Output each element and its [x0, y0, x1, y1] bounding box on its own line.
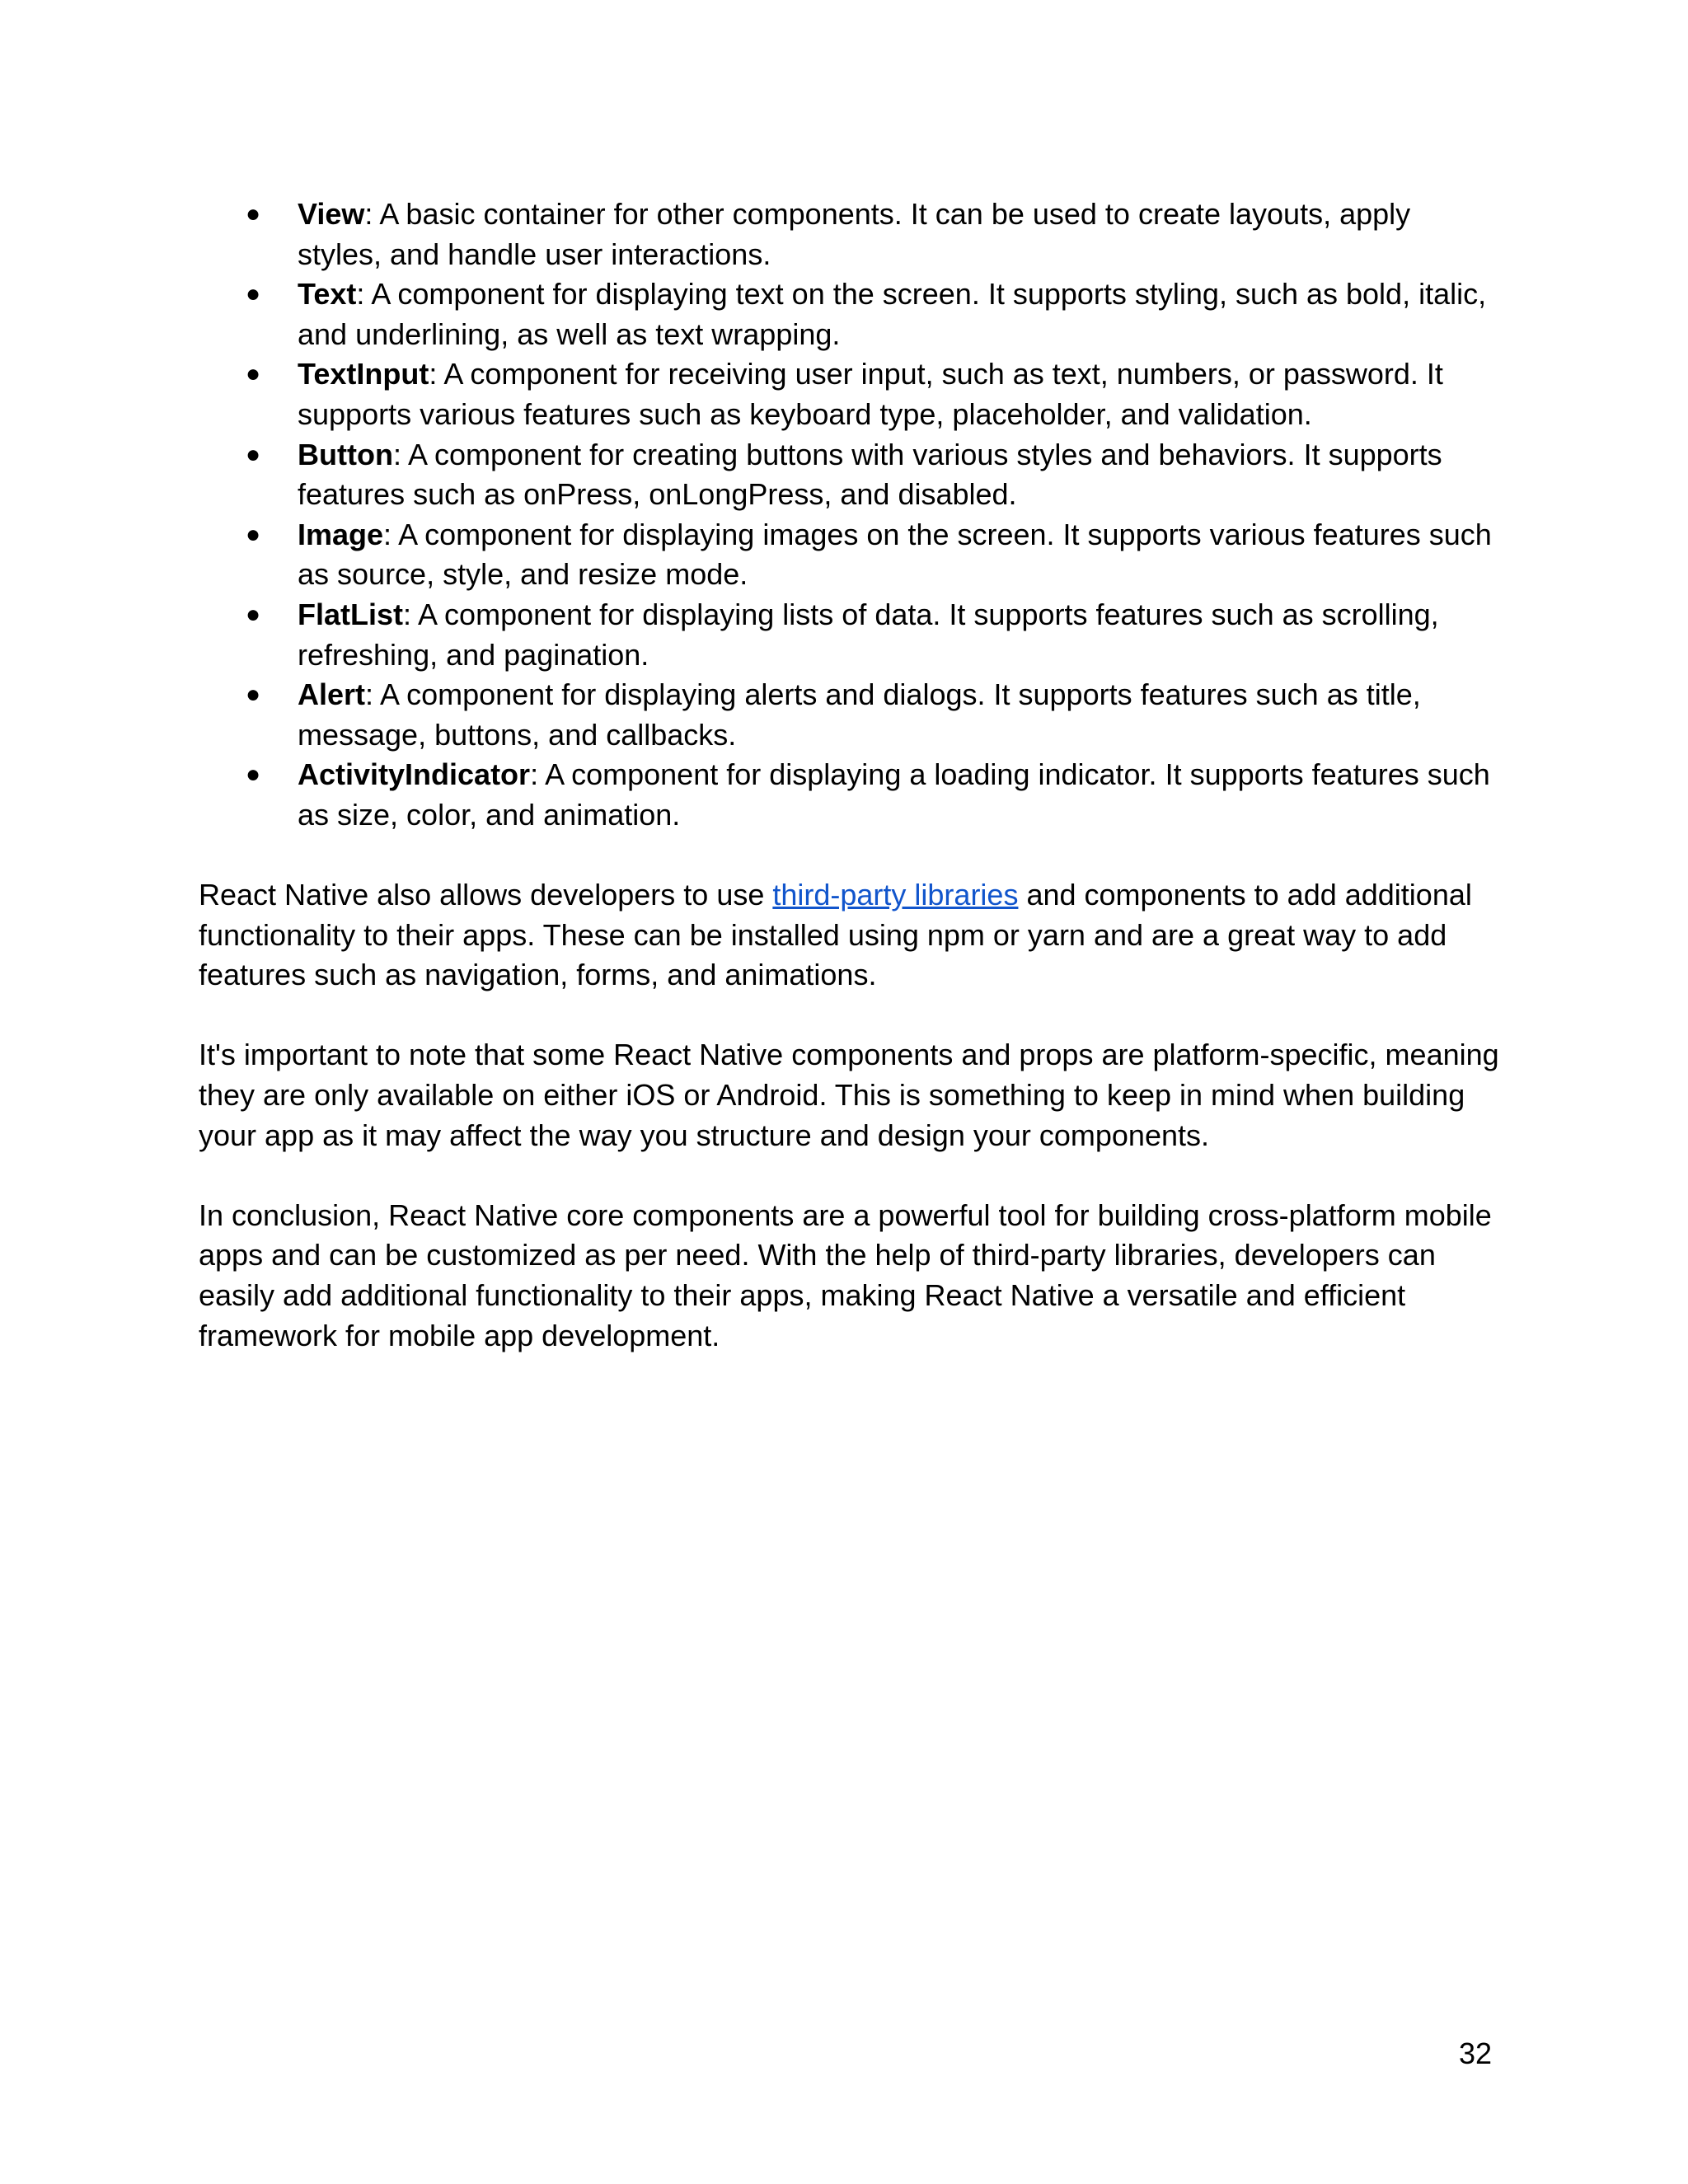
list-item-flatlist [199, 595, 1501, 675]
description-image: : A component for displaying images on the screen. It supports various features such as source, style, and resize mode. [298, 517, 1492, 592]
description-button: : A component for creating buttons with various styles and behaviors. It supports features such as onPress, onLongPress, and disabled. [298, 437, 1442, 512]
page-number: 32 [1458, 2036, 1492, 2070]
term-image: Image [298, 517, 384, 551]
description-alert: : A component for displaying alerts and dialogs. It supports features such as title, message, buttons, and callbacks. [298, 677, 1421, 752]
bullet-icon: ● [246, 681, 261, 709]
list-item-button [199, 435, 1501, 515]
paragraph-conclusion: In conclusion, React Native core components are a powerful tool for building cross-platform mobile apps and can be customized as per need. With the help of third-party libraries, developers can easily add additional functionality to their apps, making React Native a versatile and efficient framework for mobile app development. [199, 1197, 1492, 1352]
description-text: : A component for displaying text on the screen. It supports styling, such as bold, italic, and underlining, as well as text wrapping. [298, 277, 1487, 351]
bullet-icon: ● [246, 360, 261, 388]
list-item-view [199, 194, 1501, 274]
term-view: View [298, 197, 365, 231]
list-item-activityindicator [199, 755, 1501, 835]
page-content [199, 194, 1501, 1356]
term-button: Button [298, 437, 393, 471]
description-flatlist: : A component for displaying lists of data. It supports features such as scrolling, refreshing, and pagination. [298, 597, 1439, 672]
term-text: Text [298, 277, 357, 312]
paragraph-third-party-intro: React Native also allows developers to use [199, 878, 773, 912]
term-flatlist: FlatList [298, 597, 404, 631]
bullet-icon: ● [246, 280, 261, 308]
term-textinput: TextInput [298, 357, 429, 391]
list-item-textinput [199, 354, 1501, 434]
bullet-icon: ● [246, 761, 261, 789]
list-item-text [199, 274, 1501, 354]
paragraph-third-party-rest: and components to add additional functionality to their apps. These can be installed using npm or yarn and are a great way to add features such as navigation, forms, and animations. [199, 878, 1472, 992]
paragraph-third-party [199, 875, 1501, 996]
bullet-icon: ● [246, 440, 261, 468]
core-components-list [199, 194, 1501, 836]
term-alert: Alert [298, 677, 366, 712]
bullet-icon: ● [246, 200, 261, 227]
description-view: : A basic container for other components. It can be used to create layouts, apply styles, and handle user interactions. [298, 197, 1411, 271]
term-activityindicator: ActivityIndicator [298, 757, 531, 792]
description-activityindicator: : A component for displaying a loading indicator. It supports features such as size, color, and animation. [298, 757, 1490, 832]
description-textinput: : A component for receiving user input, such as text, numbers, or password. It supports various features such as keyboard type, placeholder, and validation. [298, 357, 1443, 431]
third-party-libraries-link[interactable]: third-party libraries [772, 878, 1019, 912]
list-item-alert [199, 675, 1501, 755]
paragraph-platform-specific: It's important to note that some React Native components and props are platform-specific, meaning they are only available on either iOS or Android. This is something to keep in mind when building your app as it may affect the way you structure and design your components. [199, 1038, 1499, 1152]
bullet-icon: ● [246, 600, 261, 628]
bullet-icon: ● [246, 520, 261, 548]
list-item-image [199, 515, 1501, 595]
